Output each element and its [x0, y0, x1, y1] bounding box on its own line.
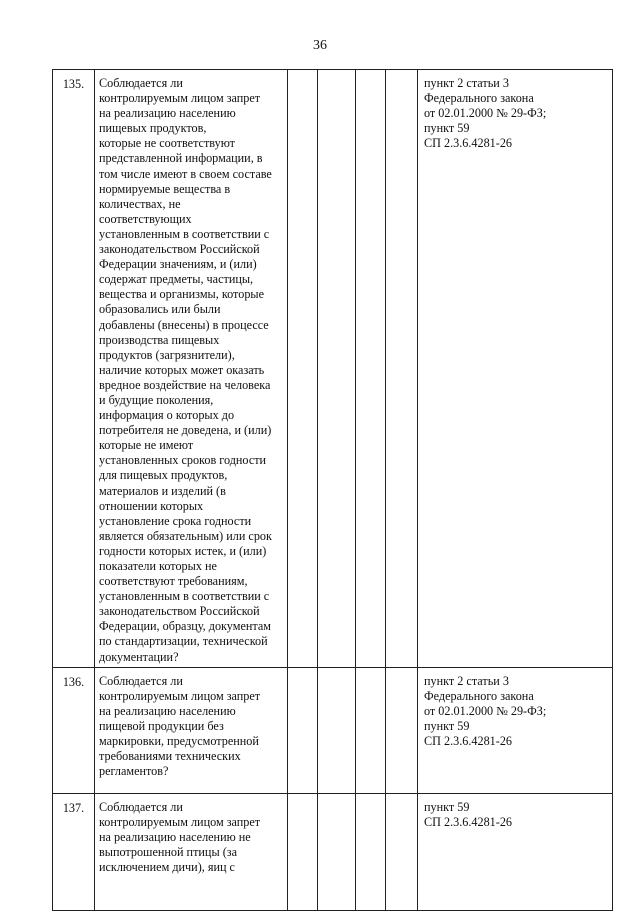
question-line: на реализацию населению [99, 703, 236, 718]
table-row [53, 667, 613, 793]
question-line: образовались или были [99, 302, 221, 317]
question-line: которые не имеют [99, 438, 194, 453]
answer-note-cell [386, 793, 418, 910]
question-line: содержат предметы, частицы, [99, 272, 254, 287]
question-line: пищевых продуктов, [99, 121, 207, 136]
question-line: Федерации, образцу, документам [99, 619, 271, 634]
question-line: пищевой продукции без [99, 718, 224, 733]
question-line: установление срока годности [99, 513, 252, 528]
question-line: и будущие поколения, [99, 392, 214, 407]
question-line: на реализацию населению не [99, 829, 251, 844]
checklist-table [52, 69, 613, 911]
reference-line: пункт 59 [424, 799, 470, 814]
question-line: исключением дичи), яиц с [99, 860, 235, 875]
question-line: представленной информации, в [99, 151, 263, 166]
reference-line: пункт 59 [424, 718, 470, 733]
answer-note-cell [386, 70, 418, 668]
table-row [53, 70, 613, 668]
question-line: показатели которых не [99, 559, 217, 573]
reference-line: СП 2.3.6.4281-26 [424, 136, 513, 151]
question-line: для пищевых продуктов, [99, 468, 228, 483]
question-line: отношении которых [99, 498, 204, 513]
reference-line: СП 2.3.6.4281-26 [424, 734, 513, 749]
answer-no-cell [318, 793, 356, 910]
answer-yes-cell [288, 70, 318, 668]
row-number: 137. [53, 793, 95, 910]
requirement-question [95, 793, 288, 910]
question-line: Соблюдается ли [99, 673, 183, 688]
answer-na-cell [356, 793, 386, 910]
question-line: установленных сроков годности [99, 453, 267, 468]
question-line: вредное воздействие на человека [99, 377, 271, 392]
question-line: установленным в соответствии с [99, 226, 270, 241]
answer-no-cell [318, 70, 356, 668]
question-line: маркировки, предусмотренной [99, 734, 259, 749]
answer-na-cell [356, 667, 386, 793]
question-line: которые не соответствуют [99, 136, 235, 151]
reference-line: пункт 2 статьи 3 [424, 673, 509, 688]
reference-line: от 02.01.2000 № 29-ФЗ; [424, 703, 547, 718]
answer-no-cell [318, 667, 356, 793]
requirement-question [95, 70, 288, 668]
question-line: на реализацию населению [99, 106, 236, 121]
question-line: соответствующих [99, 211, 192, 226]
question-line: добавлены (внесены) в процессе [99, 317, 269, 332]
legal-reference [418, 70, 613, 668]
answer-na-cell [356, 70, 386, 668]
answer-note-cell [386, 667, 418, 793]
page-number: 36 [313, 38, 327, 53]
question-line: выпотрошенной птицы (за [99, 844, 237, 859]
question-line: информация о которых до [99, 408, 235, 423]
reference-line: Федерального закона [424, 688, 534, 703]
reference-line: от 02.01.2000 № 29-ФЗ; [424, 106, 547, 121]
question-line: производства пищевых [99, 332, 220, 347]
question-line: контролируемым лицом запрет [99, 814, 261, 829]
question-line: Федерации значениям, и (или) [99, 257, 257, 272]
question-line: установленным в соответствии с [99, 589, 270, 604]
row-number: 136. [53, 667, 95, 793]
table-row [53, 793, 613, 910]
answer-yes-cell [288, 793, 318, 910]
question-line: продуктов (загрязнители), [99, 347, 235, 362]
requirement-question [95, 667, 288, 793]
question-line: потребителя не доведена, и (или) [99, 423, 272, 438]
question-line: соответствуют требованиям, [99, 574, 248, 589]
question-line: законодательством Российской [99, 242, 260, 257]
question-line: требованиями технических [99, 749, 241, 764]
question-line: законодательством Российской [99, 604, 260, 619]
question-line: документации? [99, 649, 179, 664]
question-line: по стандартизации, технической [99, 634, 268, 649]
question-line: Соблюдается ли [99, 799, 183, 814]
question-line: количествах, не [99, 196, 181, 211]
question-line: нормируемые вещества в [99, 181, 231, 196]
question-line: контролируемым лицом запрет [99, 688, 261, 703]
question-line: вещества и организмы, которые [99, 287, 265, 302]
legal-reference [418, 793, 613, 910]
question-line: наличие которых может оказать [99, 362, 265, 377]
question-line: регламентов? [99, 764, 169, 779]
question-line: годности которых истек, и (или) [99, 543, 267, 558]
legal-reference [418, 667, 613, 793]
reference-line: пункт 2 статьи 3 [424, 76, 509, 90]
question-line: является обязательным) или срок [99, 528, 272, 543]
question-line: том числе имеют в своем составе [99, 166, 272, 181]
question-line: Соблюдается ли [99, 76, 183, 90]
reference-line: пункт 59 [424, 121, 470, 136]
reference-line: Федерального закона [424, 91, 534, 106]
answer-yes-cell [288, 667, 318, 793]
question-line: материалов и изделий (в [99, 483, 226, 498]
question-line: контролируемым лицом запрет [99, 91, 261, 106]
reference-line: СП 2.3.6.4281-26 [424, 814, 513, 829]
row-number: 135. [53, 70, 95, 668]
